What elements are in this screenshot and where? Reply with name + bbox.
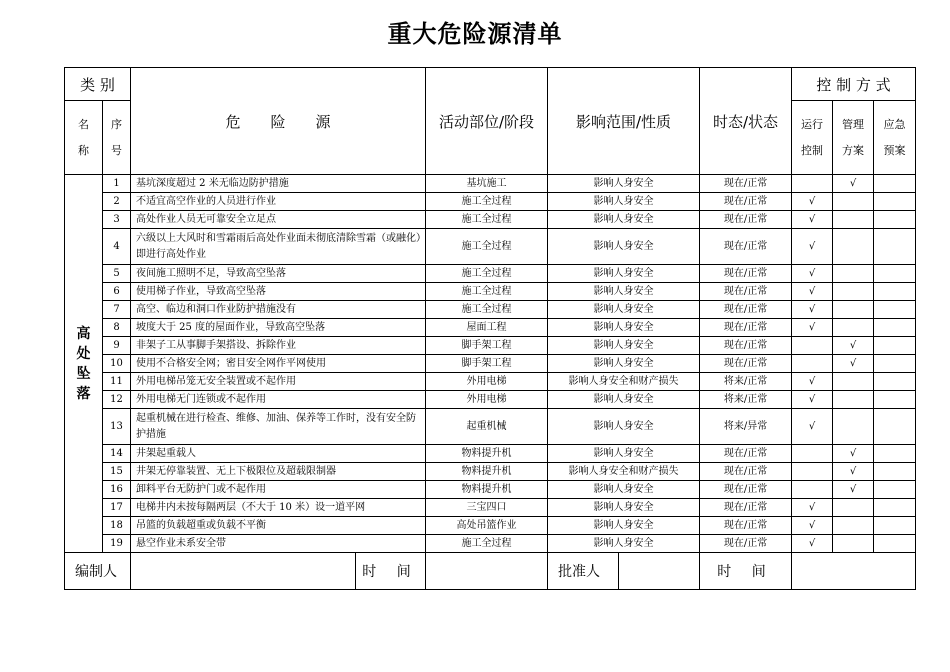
hazard-text: 基坑深度超过 2 米无临边防护措施 — [131, 175, 426, 193]
scope-text: 影响人身安全 — [548, 175, 700, 193]
scope-text: 影响人身安全 — [548, 391, 700, 409]
table-row — [65, 373, 916, 391]
hazard-text: 吊篮的负载超重或负载不平衡 — [131, 517, 426, 535]
hazard-text: 井架起重载人 — [131, 445, 426, 463]
location-text: 外用电梯 — [426, 391, 548, 409]
approver-label: 批准人 — [548, 553, 619, 589]
location-text: 物料提升机 — [426, 463, 548, 481]
state-text: 现在/正常 — [700, 463, 792, 481]
control-run-mark: √ — [792, 229, 833, 265]
state-text: 现在/正常 — [700, 229, 792, 265]
location-text: 基坑施工 — [426, 175, 548, 193]
control-run-mark: √ — [792, 301, 833, 319]
control-emer-mark — [874, 409, 916, 445]
control-emer-mark — [874, 463, 916, 481]
control-mgmt-mark — [833, 193, 874, 211]
table-row — [65, 355, 916, 373]
control-run-mark: √ — [792, 409, 833, 445]
location-text: 屋面工程 — [426, 319, 548, 337]
scope-text: 影响人身安全和财产损失 — [548, 463, 700, 481]
table-row — [65, 391, 916, 409]
hazard-text: 起重机械在进行检查、维修、加油、保养等工作时，没有安全防护措施 — [131, 409, 426, 445]
header-seq-col: 序 号 — [103, 101, 131, 175]
control-emer-mark — [874, 499, 916, 517]
hazard-text: 外用电梯吊笼无安全装置或不起作用 — [131, 373, 426, 391]
hazard-text: 不适宜高空作业的人员进行作业 — [131, 193, 426, 211]
header-ctrl-mgmt: 管理 方案 — [833, 101, 874, 175]
approver-cell — [548, 553, 700, 590]
location-text: 施工全过程 — [426, 301, 548, 319]
row-number: 10 — [103, 355, 131, 373]
hazard-text: 使用不合格安全网；密目安全网作平网使用 — [131, 355, 426, 373]
control-emer-mark — [874, 373, 916, 391]
state-text: 现在/正常 — [700, 445, 792, 463]
time-label-1: 时 间 — [356, 553, 426, 590]
control-emer-mark — [874, 337, 916, 355]
row-number: 17 — [103, 499, 131, 517]
state-text: 现在/正常 — [700, 481, 792, 499]
control-mgmt-mark — [833, 391, 874, 409]
scope-text: 影响人身安全 — [548, 499, 700, 517]
state-text: 将来/正常 — [700, 373, 792, 391]
control-run-mark — [792, 463, 833, 481]
control-run-mark: √ — [792, 517, 833, 535]
hazard-text: 电梯井内未按每隔两层（不大于 10 米）设一道平网 — [131, 499, 426, 517]
time-label-2: 时 间 — [700, 553, 792, 590]
row-number: 1 — [103, 175, 131, 193]
location-text: 物料提升机 — [426, 481, 548, 499]
control-run-mark: √ — [792, 283, 833, 301]
scope-text: 影响人身安全 — [548, 211, 700, 229]
control-run-mark: √ — [792, 373, 833, 391]
table-row — [65, 337, 916, 355]
control-mgmt-mark: √ — [833, 175, 874, 193]
row-number: 2 — [103, 193, 131, 211]
hazard-text: 井架无停靠装置、无上下极限位及超载限制器 — [131, 463, 426, 481]
location-text: 三宝四口 — [426, 499, 548, 517]
header-location: 活动部位/阶段 — [426, 68, 548, 175]
location-text: 施工全过程 — [426, 229, 548, 265]
hazard-text: 夜间施工照明不足，导致高空坠落 — [131, 265, 426, 283]
control-mgmt-mark — [833, 301, 874, 319]
control-mgmt-mark — [833, 535, 874, 553]
location-text: 物料提升机 — [426, 445, 548, 463]
control-emer-mark — [874, 481, 916, 499]
time-value-1 — [426, 553, 548, 590]
control-run-mark: √ — [792, 211, 833, 229]
table-row — [65, 301, 916, 319]
header-control: 控 制 方 式 — [792, 68, 916, 101]
table-row — [65, 211, 916, 229]
location-text: 施工全过程 — [426, 193, 548, 211]
table-row — [65, 535, 916, 553]
location-text: 高处吊篮作业 — [426, 517, 548, 535]
compiler-value — [131, 553, 356, 590]
compiler-label: 编制人 — [65, 553, 131, 590]
control-mgmt-mark — [833, 283, 874, 301]
control-emer-mark — [874, 535, 916, 553]
control-mgmt-mark — [833, 517, 874, 535]
control-mgmt-mark — [833, 373, 874, 391]
row-number: 15 — [103, 463, 131, 481]
hazard-text: 使用梯子作业，导致高空坠落 — [131, 283, 426, 301]
category-name: 高 处 坠 落 — [65, 175, 103, 553]
control-mgmt-mark — [833, 409, 874, 445]
hazard-text: 高处作业人员无可靠安全立足点 — [131, 211, 426, 229]
scope-text: 影响人身安全 — [548, 265, 700, 283]
table-row — [65, 319, 916, 337]
row-number: 9 — [103, 337, 131, 355]
control-emer-mark — [874, 265, 916, 283]
state-text: 现在/正常 — [700, 265, 792, 283]
hazard-table — [64, 67, 916, 590]
table-row — [65, 409, 916, 445]
control-emer-mark — [874, 283, 916, 301]
row-number: 13 — [103, 409, 131, 445]
hazard-text: 非架子工从事脚手架搭设、拆除作业 — [131, 337, 426, 355]
control-run-mark — [792, 355, 833, 373]
control-emer-mark — [874, 193, 916, 211]
table-row — [65, 283, 916, 301]
scope-text: 影响人身安全和财产损失 — [548, 373, 700, 391]
hazard-text: 卸料平台无防护门或不起作用 — [131, 481, 426, 499]
control-run-mark — [792, 445, 833, 463]
location-text: 脚手架工程 — [426, 337, 548, 355]
control-emer-mark — [874, 445, 916, 463]
state-text: 现在/正常 — [700, 283, 792, 301]
control-mgmt-mark: √ — [833, 445, 874, 463]
state-text: 现在/正常 — [700, 301, 792, 319]
control-run-mark — [792, 481, 833, 499]
table-row — [65, 499, 916, 517]
row-number: 16 — [103, 481, 131, 499]
header-name-col: 名 称 — [65, 101, 103, 175]
header-hazard: 危 险 源 — [131, 68, 426, 175]
location-text: 施工全过程 — [426, 211, 548, 229]
header-ctrl-emer: 应急 预案 — [874, 101, 916, 175]
hazard-text: 高空、临边和洞口作业防护措施没有 — [131, 301, 426, 319]
location-text: 施工全过程 — [426, 265, 548, 283]
scope-text: 影响人身安全 — [548, 301, 700, 319]
control-mgmt-mark: √ — [833, 481, 874, 499]
table-row — [65, 229, 916, 265]
row-number: 3 — [103, 211, 131, 229]
row-number: 12 — [103, 391, 131, 409]
approver-value — [619, 553, 699, 589]
control-emer-mark — [874, 301, 916, 319]
table-row — [65, 445, 916, 463]
state-text: 现在/正常 — [700, 175, 792, 193]
state-text: 现在/正常 — [700, 337, 792, 355]
row-number: 5 — [103, 265, 131, 283]
scope-text: 影响人身安全 — [548, 337, 700, 355]
table-row — [65, 481, 916, 499]
scope-text: 影响人身安全 — [548, 517, 700, 535]
scope-text: 影响人身安全 — [548, 445, 700, 463]
scope-text: 影响人身安全 — [548, 409, 700, 445]
control-emer-mark — [874, 175, 916, 193]
state-text: 现在/正常 — [700, 499, 792, 517]
state-text: 现在/正常 — [700, 319, 792, 337]
scope-text: 影响人身安全 — [548, 481, 700, 499]
state-text: 现在/正常 — [700, 355, 792, 373]
table-row — [65, 517, 916, 535]
control-emer-mark — [874, 355, 916, 373]
scope-text: 影响人身安全 — [548, 193, 700, 211]
control-run-mark: √ — [792, 499, 833, 517]
header-ctrl-run: 运行 控制 — [792, 101, 833, 175]
control-emer-mark — [874, 229, 916, 265]
control-run-mark — [792, 337, 833, 355]
control-emer-mark — [874, 319, 916, 337]
table-row — [65, 265, 916, 283]
row-number: 8 — [103, 319, 131, 337]
row-number: 14 — [103, 445, 131, 463]
control-run-mark: √ — [792, 265, 833, 283]
control-mgmt-mark: √ — [833, 355, 874, 373]
control-mgmt-mark: √ — [833, 337, 874, 355]
scope-text: 影响人身安全 — [548, 355, 700, 373]
hazard-text: 六级以上大风时和雪霜雨后高处作业面未彻底清除雪霜（或融化）即进行高处作业 — [131, 229, 426, 265]
scope-text: 影响人身安全 — [548, 535, 700, 553]
header-scope: 影响范围/性质 — [548, 68, 700, 175]
control-mgmt-mark — [833, 211, 874, 229]
hazard-text: 悬空作业未系安全带 — [131, 535, 426, 553]
control-mgmt-mark — [833, 319, 874, 337]
control-run-mark: √ — [792, 193, 833, 211]
header-state: 时态/状态 — [700, 68, 792, 175]
state-text: 现在/正常 — [700, 535, 792, 553]
row-number: 6 — [103, 283, 131, 301]
table-row — [65, 193, 916, 211]
table-row — [65, 463, 916, 481]
control-emer-mark — [874, 517, 916, 535]
location-text: 起重机械 — [426, 409, 548, 445]
row-number: 19 — [103, 535, 131, 553]
scope-text: 影响人身安全 — [548, 319, 700, 337]
header-category: 类 别 — [65, 68, 131, 101]
location-text: 脚手架工程 — [426, 355, 548, 373]
location-text: 外用电梯 — [426, 373, 548, 391]
state-text: 现在/正常 — [700, 193, 792, 211]
control-mgmt-mark — [833, 229, 874, 265]
hazard-text: 外用电梯无门连锁或不起作用 — [131, 391, 426, 409]
control-run-mark: √ — [792, 391, 833, 409]
time-value-2 — [792, 553, 916, 590]
control-run-mark — [792, 175, 833, 193]
control-mgmt-mark: √ — [833, 463, 874, 481]
scope-text: 影响人身安全 — [548, 283, 700, 301]
page-title: 重大危险源清单 — [387, 20, 563, 48]
scope-text: 影响人身安全 — [548, 229, 700, 265]
location-text: 施工全过程 — [426, 283, 548, 301]
hazard-text: 坡度大于 25 度的屋面作业，导致高空坠落 — [131, 319, 426, 337]
state-text: 将来/正常 — [700, 391, 792, 409]
control-run-mark: √ — [792, 319, 833, 337]
row-number: 7 — [103, 301, 131, 319]
state-text: 现在/正常 — [700, 517, 792, 535]
control-mgmt-mark — [833, 499, 874, 517]
row-number: 18 — [103, 517, 131, 535]
table-row — [65, 175, 916, 193]
state-text: 现在/正常 — [700, 211, 792, 229]
control-emer-mark — [874, 391, 916, 409]
state-text: 将来/异常 — [700, 409, 792, 445]
control-run-mark: √ — [792, 535, 833, 553]
control-mgmt-mark — [833, 265, 874, 283]
control-emer-mark — [874, 211, 916, 229]
location-text: 施工全过程 — [426, 535, 548, 553]
row-number: 4 — [103, 229, 131, 265]
row-number: 11 — [103, 373, 131, 391]
